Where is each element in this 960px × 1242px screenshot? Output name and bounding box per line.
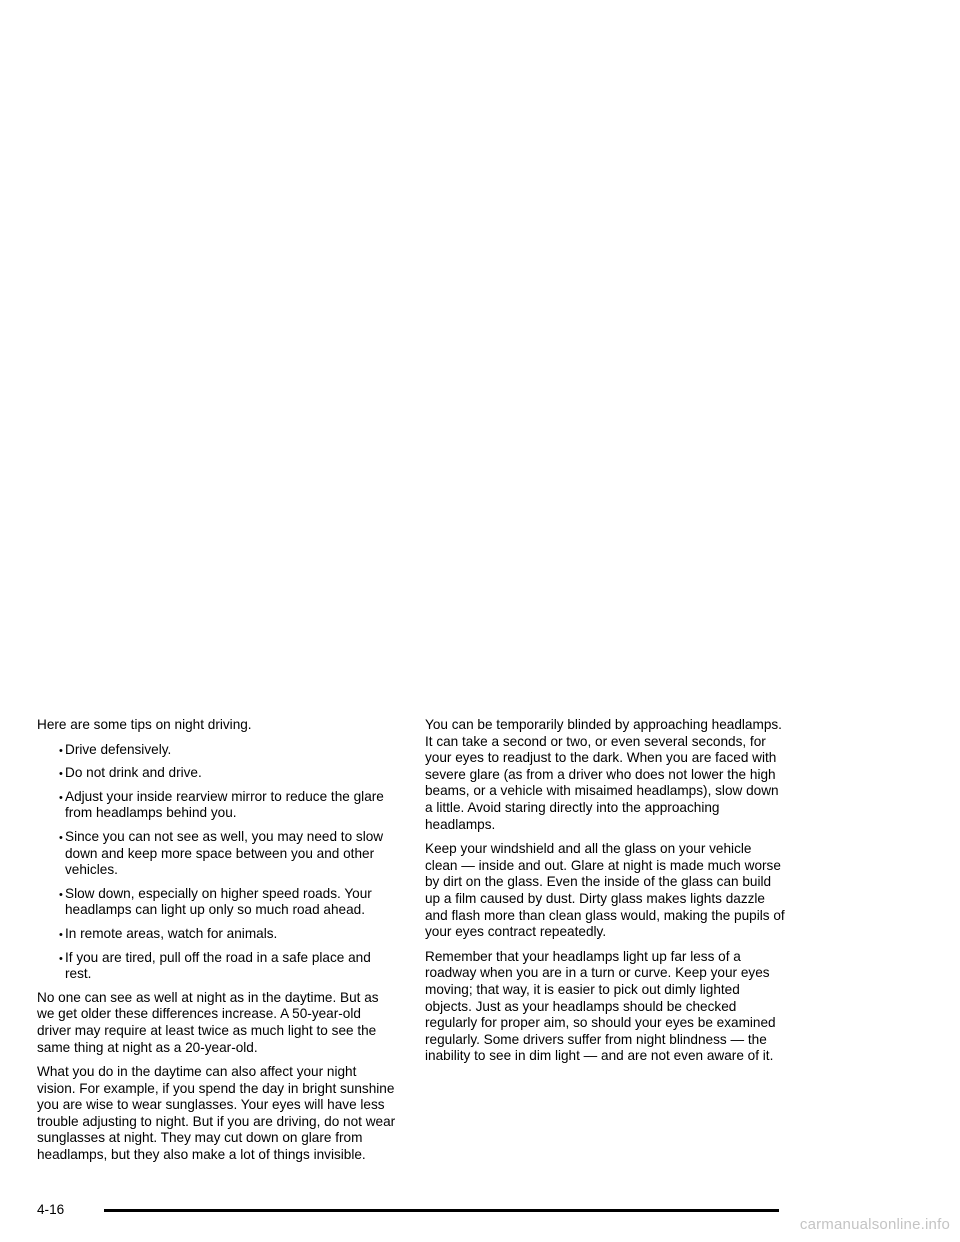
list-item [37,886,397,919]
tip-text: Since you can not see as well, you may need to slow down and keep more space between you and other vehicles. [65,828,384,878]
tips-intro: Here are some tips on night driving. [37,717,252,732]
list-item [37,765,397,782]
watermark: carmanualsonline.info [799,1216,950,1233]
page-number: 4-16 [37,1202,65,1217]
glare-paragraph: You can be temporarily blinded by approaching headlamps. It can take a second or two, or even several seconds, for your eyes to readjust to the dark. When you are faced with severe glare (as from a driver who does not lower the high beams, or a vehicle with misaimed headlamps), slow down a little. Avoid staring directly into the approaching headlamps. [425,717,782,832]
footer-rule [104,1209,779,1212]
bullet-icon: • [59,952,63,965]
bullet-icon: • [59,768,63,781]
bullet-icon: • [59,744,63,757]
bullet-icon: • [59,928,63,941]
list-item [37,950,397,983]
headlamp-aim-paragraph: Remember that your headlamps light up far less of a roadway when you are in a turn or curve. Keep your eyes moving; that way, it is easier to pick out dimly lighted objects. Just as your headlamps should be checked regularly for proper aim, so should your eyes be examined regularly. Some drivers suffer from night blindness — the inability to see in dim light — and are not even aware of it. [425,948,776,1064]
windshield-paragraph: Keep your windshield and all the glass on your vehicle clean — inside and out. Glare at night is made much worse by dirt on the glass. Even the inside of the glass can build up a film caused by dust. Dirty glass makes lights dazzle and flash more than clean glass would, making the pupils of your eyes contract repeatedly. [425,841,785,940]
list-item [37,829,397,879]
daytime-paragraph: What you do in the daytime can also affect your night vision. For example, if you spend the day in bright sunshine you are wise to wear sunglasses. Your eyes will have less trouble adjusting to night. But if you are driving, do not wear sunglasses at night. They may cut down on glare from headlamps, but they also make a lot of things invisible. [37,1064,396,1163]
bullet-icon: • [59,888,63,901]
list-item [37,926,397,943]
list-item [37,789,397,822]
right-column [425,717,787,1073]
list-item [37,742,397,759]
bullet-icon: • [59,791,63,804]
tip-text: Slow down, especially on higher speed roads. Your headlamps can light up only so much road ahead. [65,885,372,918]
left-column [37,717,397,1172]
bullet-icon: • [59,831,63,844]
tip-text: If you are tired, pull off the road in a safe place and rest. [65,949,371,982]
age-vision-paragraph: No one can see as well at night as in the daytime. But as we get older these differences increase. A 50-year-old driver may require at least twice as much light to see the same thing at night as a 20-year-old. [37,989,379,1055]
tip-text: Adjust your inside rearview mirror to reduce the glare from headlamps behind you. [65,788,384,821]
tip-text: In remote areas, watch for animals. [65,925,278,941]
tip-text: Do not drink and drive. [65,765,202,781]
night-driving-tips-list [37,742,397,983]
tip-text: Drive defensively. [65,741,172,757]
